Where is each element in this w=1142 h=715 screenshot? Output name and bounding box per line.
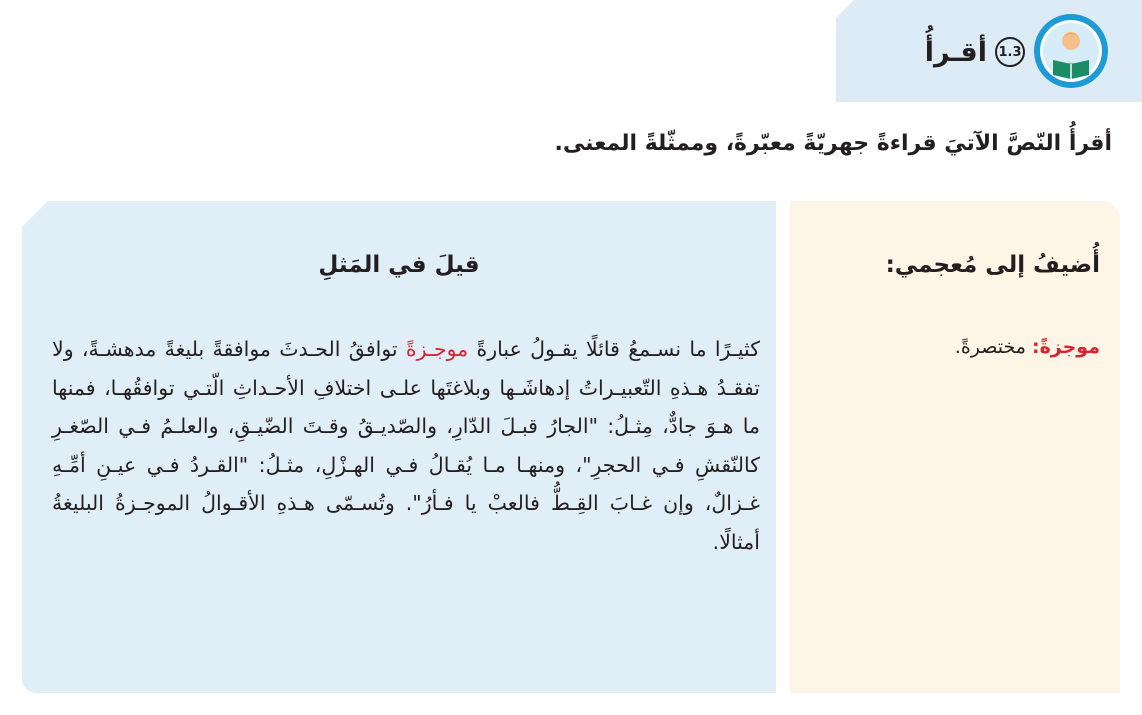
reading-student-icon — [1032, 12, 1110, 90]
reading-text-title: قيلَ في المَثلِ — [318, 252, 480, 278]
reading-text-part-1: كثيـرًا ما نسـمعُ قائلًا يقـولُ عبارةً — [468, 337, 760, 361]
vocabulary-term: موجزةً: — [1031, 336, 1100, 358]
vocabulary-entry — [820, 336, 1100, 358]
lesson-label: أقـرأُ — [924, 36, 987, 68]
lesson-title — [875, 32, 1025, 72]
reading-instruction: أقرأُ النّصَّ الآتيَ قراءةً جهريّةً معبّرةً، وممثّلةً المعنى. — [554, 131, 1112, 156]
vocabulary-title: أُضيفُ إلى مُعجمي: — [885, 252, 1100, 278]
reading-text-part-2: توافقُ الحـدثَ موافقةً بليغةً مدهشـةً، ولا تفقـدُ هـذهِ التّعبيـراتُ إدهاشَـها وبلاغتَها علـى اختلافِ الأحـداثِ الّتـي توافقُهـا، فمنها ما هـوَ جادٌّ، مِثـلُ: "الجارُ قبـلَ الدّارِ، والصّديـقُ وقـتَ الضّيـقِ، والعلـمُ فـي الصّغـرِ كالنّقشِ فـي الحجرِ"، ومنهـا مـا يُقـالُ فـي الهـزْلِ، مثـلُ: "القـردُ فـي عيـنِ أمِّـهِ غـزالٌ، وإن غـابَ القِـطُّ فالعبْ يا فـأرُ". وتُسـمّى هـذهِ الأقـوالُ الموجـزةُ البليغةُ أمثالًا. — [52, 337, 760, 554]
reading-text-body — [52, 330, 760, 562]
vocabulary-definition: مختصرةً. — [954, 336, 1026, 358]
lesson-number-badge: 1.3 — [995, 37, 1025, 67]
highlighted-word: موجـزةً — [405, 337, 469, 361]
